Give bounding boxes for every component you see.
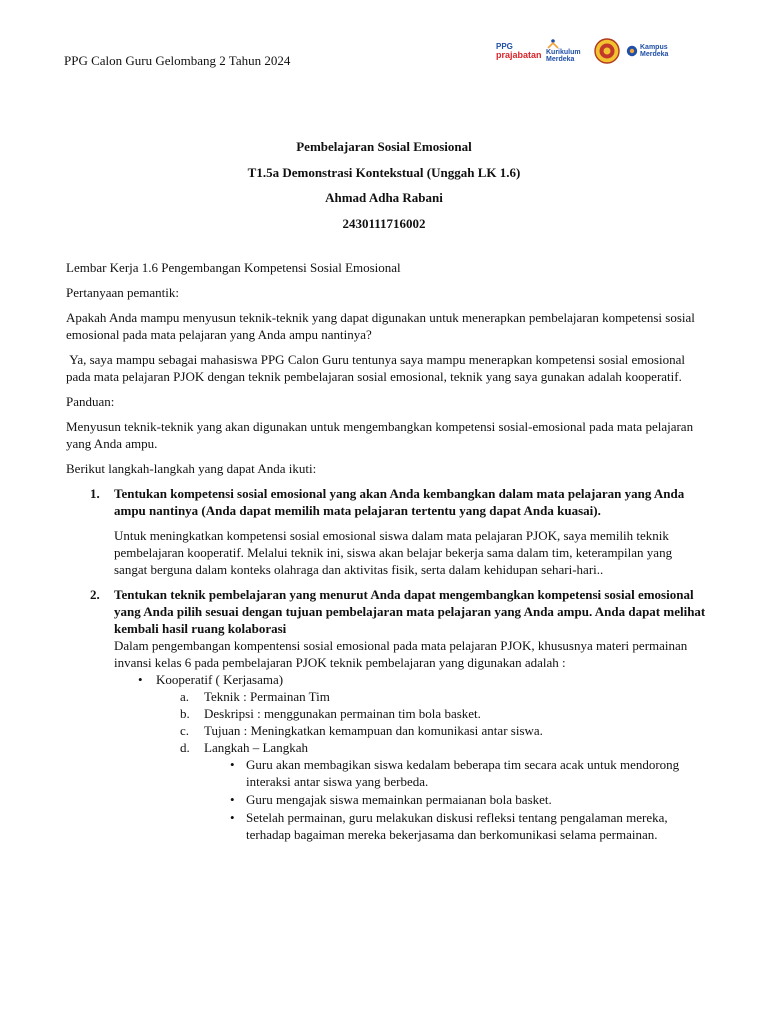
detail-item bbox=[156, 739, 706, 843]
university-seal-icon bbox=[594, 38, 620, 64]
bullet-icon: • bbox=[230, 757, 235, 772]
step-answer: Dalam pengembangan kompentensi sosial emosional pada mata pelajaran PJOK, khususnya materi permainan invansi kelas 6 pada pembelajaran PJOK teknik pembelajaran yang digunakan adalah : bbox=[114, 638, 688, 670]
guide-text: Menyusun teknik-teknik yang akan digunakan untuk mengembangkan kompetensi sosial-emosional pada mata pelajaran yang Anda ampu. bbox=[66, 419, 694, 451]
kurikulum-logo-line1: Kurikulum bbox=[546, 48, 581, 56]
procedure-text: Setelah permainan, guru melakukan diskusi refleksi tentang pengalaman mereka, terhadap bagaiman mereka bekerjasama dan berkomunikasi selama permainan. bbox=[246, 810, 668, 842]
document-subtitle: T1.5a Demonstrasi Kontekstual (Unggah LK 1.6) bbox=[247, 164, 521, 180]
procedure-list bbox=[204, 756, 706, 843]
document-body bbox=[66, 259, 706, 851]
ppg-prajabatan-logo bbox=[496, 43, 540, 60]
step-number: 2. bbox=[90, 587, 100, 602]
steps-list bbox=[66, 485, 706, 843]
document-title: Pembelajaran Sosial Emosional bbox=[296, 139, 472, 154]
student-id: 2430111716002 bbox=[342, 215, 426, 231]
detail-letter: c. bbox=[180, 723, 190, 738]
detail-letter: a. bbox=[180, 689, 190, 704]
detail-letter: b. bbox=[180, 706, 190, 721]
step-item bbox=[66, 485, 706, 578]
bullet-icon: • bbox=[138, 672, 143, 687]
guide-label: Panduan: bbox=[66, 394, 115, 409]
bullet-icon: • bbox=[230, 810, 235, 825]
step-item bbox=[66, 586, 706, 843]
technique-name: Kooperatif ( Kerjasama) bbox=[156, 672, 284, 687]
kurikulum-figure-icon bbox=[546, 39, 560, 49]
worksheet-title: Lembar Kerja 1.6 Pengembangan Kompetensi Sosial Emosional bbox=[66, 260, 401, 275]
title-block bbox=[0, 134, 768, 236]
detail-item bbox=[156, 688, 706, 705]
steps-intro: Berikut langkah-langkah yang dapat Anda ikuti: bbox=[66, 461, 317, 476]
detail-text: Tujuan : Meningkatkan kemampuan dan komunikasi antar siswa. bbox=[204, 723, 543, 738]
procedure-text: Guru akan membagikan siswa kedalam beberapa tim secara acak untuk mendorong interaksi antar siswa yang berbeda. bbox=[246, 757, 680, 789]
trigger-question: Apakah Anda mampu menyusun teknik-teknik yang dapat digunakan untuk menerapkan pembelajaran kompetensi sosial emosional pada mata pelajaran yang Anda ampu nantinya? bbox=[66, 310, 695, 342]
procedure-item bbox=[204, 809, 706, 843]
step-answer: Untuk meningkatkan kompetensi sosial emosional siswa dalam mata pelajaran PJOK, saya memilih teknik pembelajaran kooperatif. Melalui teknik ini, siswa akan belajar bekerja sama dalam tim, keterampilan yang sangat berguna dalam konteks olahraga dan aktivitas fisik, serta dalam kehidupan sehari-hari.. bbox=[114, 528, 673, 577]
detail-item bbox=[156, 705, 706, 722]
detail-item bbox=[156, 722, 706, 739]
procedure-item bbox=[204, 791, 706, 808]
author-name: Ahmad Adha Rabani bbox=[325, 190, 443, 205]
ppg-logo-line2: prajabatan bbox=[496, 49, 542, 60]
kampus-merdeka-icon bbox=[626, 45, 638, 57]
header-logos bbox=[496, 38, 668, 64]
procedure-text: Guru mengajak siswa memainkan permaianan bola basket. bbox=[246, 792, 552, 807]
detail-text: Langkah – Langkah bbox=[204, 740, 308, 755]
kampus-merdeka-logo bbox=[626, 44, 668, 58]
detail-letter: d. bbox=[180, 740, 190, 755]
technique-item bbox=[114, 671, 706, 843]
trigger-label: Pertanyaan pemantik: bbox=[66, 285, 179, 300]
header-text: PPG Calon Guru Gelombang 2 Tahun 2024 bbox=[64, 53, 291, 68]
trigger-answer: Ya, saya mampu sebagai mahasiswa PPG Calon Guru tentunya saya mampu menerapkan kompetensi sosial emosional pada mata pelajaran PJOK dengan teknik pembelajaran sosial emosional, teknik yang saya gunakan adalah kooperatif. bbox=[66, 352, 689, 384]
technique-list bbox=[114, 671, 706, 843]
technique-details bbox=[156, 688, 706, 843]
kampus-logo-line1: Kampus bbox=[640, 44, 668, 51]
bullet-icon: • bbox=[230, 792, 235, 807]
step-number: 1. bbox=[90, 486, 100, 501]
step-instruction: Tentukan kompetensi sosial emosional yang akan Anda kembangkan dalam mata pelajaran yang Anda ampu nantinya (Anda dapat memilih mata pelajaran tertentu yang dapat Anda kuasai). bbox=[114, 486, 685, 518]
kurikulum-logo-line2: Merdeka bbox=[546, 56, 575, 63]
detail-text: Teknik : Permainan Tim bbox=[204, 689, 330, 704]
detail-text: Deskripsi : menggunakan permainan tim bola basket. bbox=[204, 706, 481, 721]
kurikulum-merdeka-logo bbox=[546, 39, 588, 64]
procedure-item bbox=[204, 756, 706, 790]
ppg-logo-line1: PPG bbox=[496, 41, 513, 51]
step-instruction: Tentukan teknik pembelajaran yang menurut Anda dapat mengembangkan kompetensi sosial emosional yang Anda pilih sesuai dengan tujuan pembelajaran mata pelajaran yang Anda ampu. Anda dapat melihat kembali hasil ruang kolaborasi bbox=[114, 587, 706, 636]
kampus-logo-line2: Merdeka bbox=[640, 51, 669, 58]
